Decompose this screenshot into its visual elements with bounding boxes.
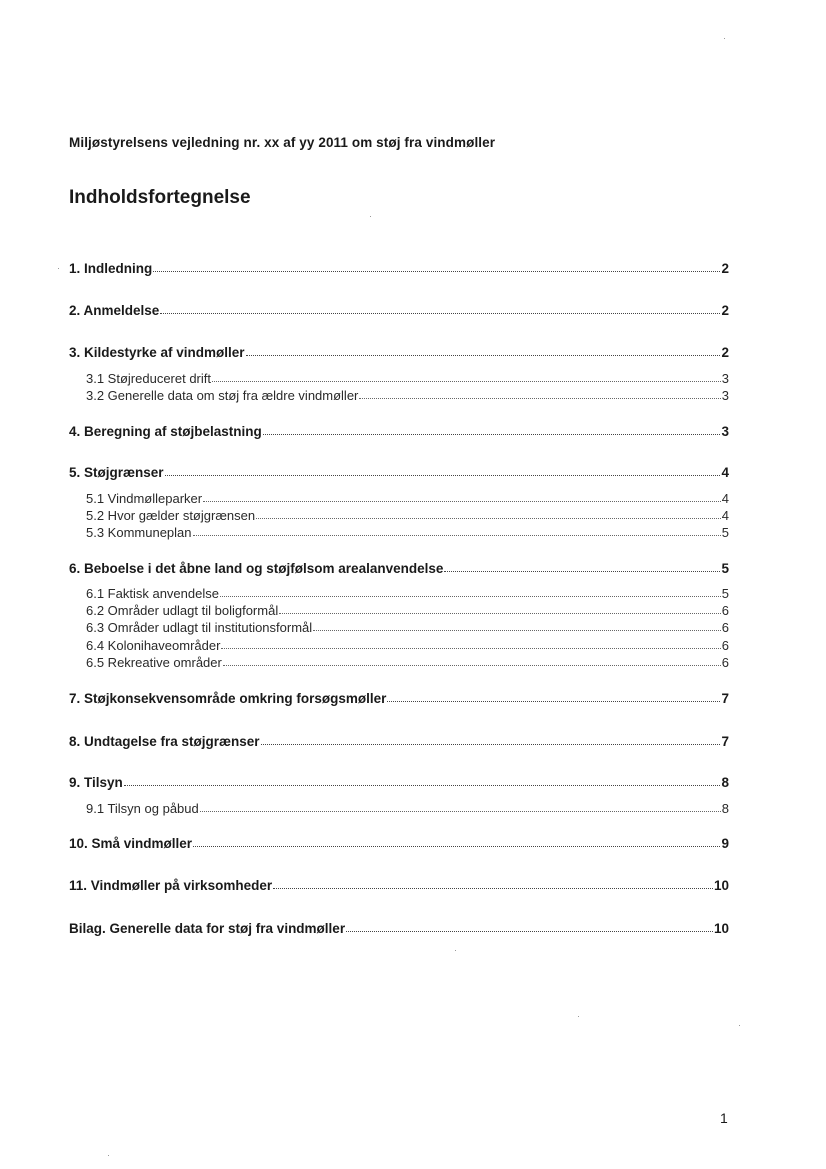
toc-subentry[interactable]	[86, 491, 729, 506]
toc-entry-label: 5.1 Vindmølleparker	[86, 491, 203, 506]
toc-entry-label: 9.1 Tilsyn og påbud	[86, 801, 199, 816]
toc-subentry[interactable]	[86, 655, 729, 670]
toc-entry[interactable]	[69, 561, 729, 576]
toc-entry-label: 5.2 Hvor gælder støjgrænsen	[86, 508, 256, 523]
page-number: 1	[720, 1110, 728, 1126]
toc-subentry[interactable]	[86, 801, 729, 816]
toc-entry-label: 3.2 Generelle data om støj fra ældre vindmøller	[86, 388, 359, 403]
toc-entry[interactable]	[69, 878, 729, 893]
toc-entry-label: 3. Kildestyrke af vindmøller	[69, 345, 245, 360]
scan-speck	[724, 38, 725, 39]
toc-entry[interactable]	[69, 836, 729, 851]
toc-subentry[interactable]	[86, 603, 729, 618]
toc-entry-label: 6.2 Områder udlagt til boligformål	[86, 603, 279, 618]
toc-entry-page: 3	[721, 371, 729, 386]
toc-entry-label: 3.1 Støjreduceret drift	[86, 371, 211, 386]
toc-entry-page: 7	[721, 734, 729, 749]
leader-dots	[220, 596, 721, 597]
toc-entry-page: 6	[721, 603, 729, 618]
toc-entry-page: 2	[721, 345, 729, 360]
toc-entry-page: 5	[721, 525, 729, 540]
toc-entry[interactable]	[69, 775, 729, 790]
scan-speck	[370, 216, 371, 217]
toc-entry-page: 3	[721, 424, 729, 439]
scan-speck	[739, 1025, 740, 1026]
toc-entry[interactable]	[69, 424, 729, 439]
toc-subentry[interactable]	[86, 638, 729, 653]
leader-dots	[200, 811, 721, 812]
toc-entry-page: 6	[721, 655, 729, 670]
toc-entry-label: 6.5 Rekreative områder	[86, 655, 222, 670]
toc-entry-label: 2. Anmeldelse	[69, 303, 160, 318]
toc-entry-page: 8	[721, 801, 729, 816]
toc-entry-label: 6.1 Faktisk anvendelse	[86, 586, 219, 601]
toc-subentry[interactable]	[86, 508, 729, 523]
leader-dots	[153, 271, 720, 272]
toc-subentry[interactable]	[86, 388, 729, 403]
toc-entry-page: 9	[721, 836, 729, 851]
leader-dots	[246, 355, 721, 356]
toc-entry-label: 10. Små vindmøller	[69, 836, 193, 851]
toc-entry-page: 8	[721, 775, 729, 790]
scan-speck	[578, 1016, 579, 1017]
leader-dots	[279, 613, 721, 614]
toc-entry-page: 10	[713, 921, 729, 936]
leader-dots	[313, 630, 721, 631]
toc-entry-page: 2	[721, 303, 729, 318]
toc-entry-page: 2	[721, 261, 729, 276]
leader-dots	[261, 744, 721, 745]
toc-entry[interactable]	[69, 734, 729, 749]
toc-entry[interactable]	[69, 261, 729, 276]
toc-entry-page: 5	[721, 586, 729, 601]
leader-dots	[387, 701, 720, 702]
toc-entry[interactable]	[69, 465, 729, 480]
leader-dots	[221, 648, 720, 649]
leader-dots	[273, 888, 713, 889]
document-header-title: Miljøstyrelsens vejledning nr. xx af yy 2011 om støj fra vindmøller	[69, 135, 496, 150]
toc-entry-page: 4	[721, 465, 729, 480]
leader-dots	[444, 571, 720, 572]
toc-subentry[interactable]	[86, 586, 729, 601]
toc-entry[interactable]	[69, 345, 729, 360]
leader-dots	[124, 785, 721, 786]
toc-entry-page: 6	[721, 620, 729, 635]
toc-entry-page: 4	[721, 491, 729, 506]
toc-entry-page: 5	[721, 561, 729, 576]
toc-subentry[interactable]	[86, 525, 729, 540]
scan-speck	[108, 1155, 109, 1156]
toc-entry-page: 3	[721, 388, 729, 403]
leader-dots	[203, 501, 721, 502]
toc-subentry[interactable]	[86, 620, 729, 635]
toc-subentry[interactable]	[86, 371, 729, 386]
leader-dots	[223, 665, 721, 666]
toc-entry-label: 5.3 Kommuneplan	[86, 525, 192, 540]
leader-dots	[256, 518, 721, 519]
leader-dots	[359, 398, 720, 399]
toc-entry-label: 4. Beregning af støjbelastning	[69, 424, 262, 439]
toc-entry-label: 6. Beboelse i det åbne land og støjfølsom arealanvendelse	[69, 561, 444, 576]
leader-dots	[193, 535, 721, 536]
scan-speck	[58, 268, 59, 269]
toc-entry-label: 11. Vindmøller på virksomheder	[69, 878, 273, 893]
toc-entry[interactable]	[69, 691, 729, 706]
leader-dots	[263, 434, 721, 435]
leader-dots	[346, 931, 713, 932]
toc-entry-label: 5. Støjgrænser	[69, 465, 164, 480]
scan-speck	[455, 950, 456, 951]
toc-entry-page: 10	[713, 878, 729, 893]
leader-dots	[212, 381, 721, 382]
toc-heading: Indholdsfortegnelse	[69, 187, 251, 208]
toc-entry-label: 6.3 Områder udlagt til institutionsformål	[86, 620, 313, 635]
toc-entry-label: 1. Indledning	[69, 261, 153, 276]
leader-dots	[160, 313, 720, 314]
toc-entry-page: 4	[721, 508, 729, 523]
toc-entry-label: 6.4 Kolonihaveområder	[86, 638, 221, 653]
toc-entry-label: 8. Undtagelse fra støjgrænser	[69, 734, 260, 749]
toc-entry-label: Bilag. Generelle data for støj fra vindmøller	[69, 921, 346, 936]
leader-dots	[165, 475, 721, 476]
toc-entry[interactable]	[69, 303, 729, 318]
toc-entry[interactable]	[69, 921, 729, 936]
toc-entry-label: 9. Tilsyn	[69, 775, 123, 790]
leader-dots	[193, 846, 720, 847]
toc-entry-page: 6	[721, 638, 729, 653]
toc-entry-page: 7	[721, 691, 729, 706]
toc-entry-label: 7. Støjkonsekvensområde omkring forsøgsmøller	[69, 691, 387, 706]
